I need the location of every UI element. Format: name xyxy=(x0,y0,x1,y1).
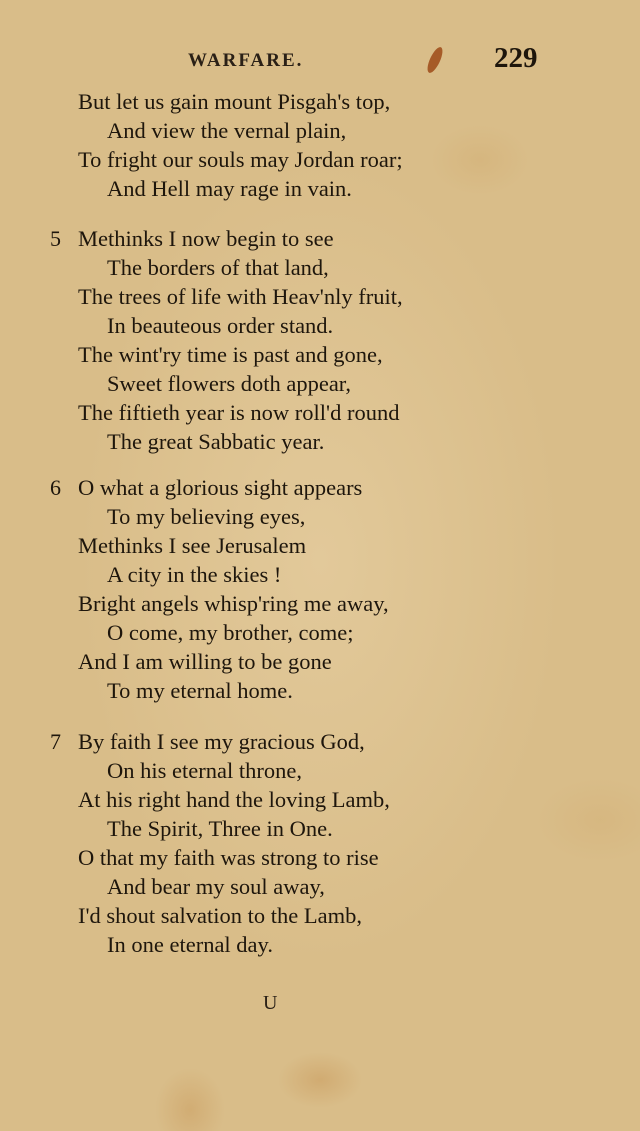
verse-line: At his right hand the loving Lamb, xyxy=(78,787,390,812)
verse-line: And bear my soul away, xyxy=(107,874,325,899)
verse-line: But let us gain mount Pisgah's top, xyxy=(78,89,391,114)
verse-line: The great Sabbatic year. xyxy=(107,429,325,454)
verse-line: O come, my brother, come; xyxy=(107,620,354,645)
verse-line: O what a glorious sight appears xyxy=(78,475,363,500)
verse-number: 6 xyxy=(50,475,61,500)
verse-line: And I am willing to be gone xyxy=(78,649,332,674)
verse-line: To my believing eyes, xyxy=(107,504,306,529)
verse-line: Methinks I see Jerusalem xyxy=(78,533,307,558)
verse-line: In one eternal day. xyxy=(107,932,273,957)
verse-line: The fiftieth year is now roll'd round xyxy=(78,400,400,425)
verse-line: Sweet flowers doth appear, xyxy=(107,371,352,396)
verse-line: I'd shout salvation to the Lamb, xyxy=(78,903,363,928)
page-number: 229 xyxy=(494,42,538,74)
verse-number: 5 xyxy=(50,226,61,251)
verse-line: Bright angels whisp'ring me away, xyxy=(78,591,389,616)
verse-line: The trees of life with Heav'nly fruit, xyxy=(78,284,403,309)
signature-mark: U xyxy=(263,992,278,1014)
verse-line: In beauteous order stand. xyxy=(107,313,334,338)
ink-stain xyxy=(425,45,446,75)
verse-line: The borders of that land, xyxy=(107,255,329,280)
verse-number: 7 xyxy=(50,729,61,754)
verse-line: By faith I see my gracious God, xyxy=(78,729,365,754)
verse-line: And view the vernal plain, xyxy=(107,118,347,143)
running-head: WARFARE. xyxy=(188,50,304,71)
verse-line: A city in the skies ! xyxy=(107,562,282,587)
verse-line: Methinks I now begin to see xyxy=(78,226,334,251)
page-header xyxy=(0,44,640,80)
verse-line: To fright our souls may Jordan roar; xyxy=(78,147,403,172)
verse-line: To my eternal home. xyxy=(107,678,293,703)
verse-line: On his eternal throne, xyxy=(107,758,302,783)
verse-line: O that my faith was strong to rise xyxy=(78,845,379,870)
verse-line: And Hell may rage in vain. xyxy=(107,176,352,201)
verse-line: The Spirit, Three in One. xyxy=(107,816,333,841)
verse-line: The wint'ry time is past and gone, xyxy=(78,342,383,367)
